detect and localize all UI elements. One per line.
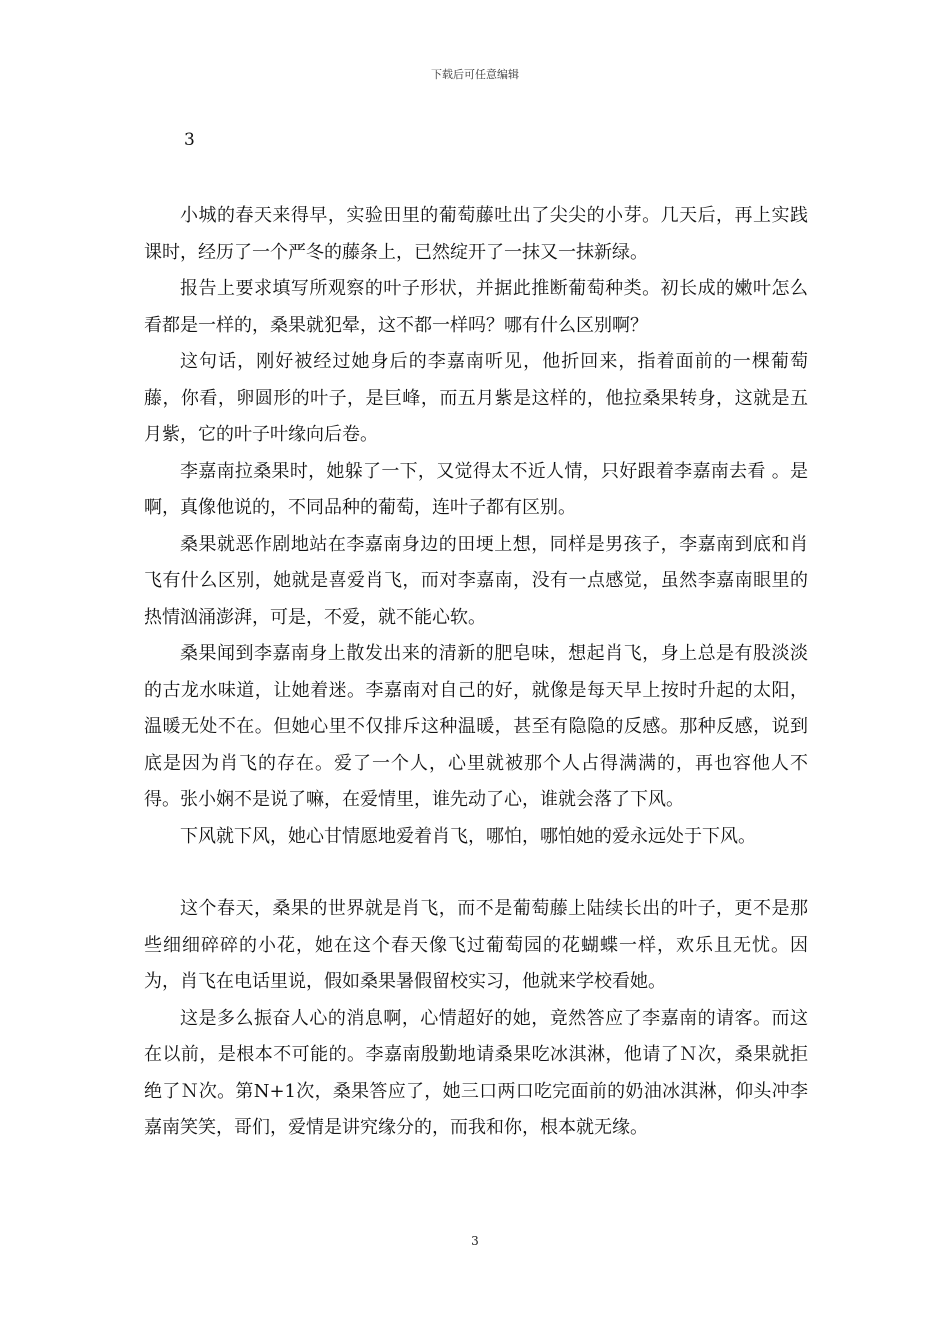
paragraph: 桑果闻到李嘉南身上散发出来的清新的肥皂味，想起肖飞，身上总是有股淡淡的古龙水味道，让她着迷。李嘉南对自己的好，就像是每天早上按时升起的太阳，温暖无处不在。但她心里不仅排斥这种温暖，甚至有隐隐的反感。那种反感，说到底是因为肖飞的存在。爱了一个人，心里就被那个人占得满满的，再也容他人不得。张小娴不是说了嘛，在爱情里，谁先动了心，谁就会落了下风。	[144, 643, 808, 810]
section-number: 3	[184, 130, 195, 150]
body-text	[144, 198, 808, 1147]
paragraph: 这是多么振奋人心的消息啊，心情超好的她，竟然答应了李嘉南的请客。而这在以前，是根本不可能的。李嘉南殷勤地请桑果吃冰淇淋，他请了Ｎ次，桑果就拒绝了Ｎ次。第N+1次，桑果答应了，她三口两口吃完面前的奶油冰淇淋，仰头冲李嘉南笑笑，哥们，爱情是讲究缘分的，而我和你，根本就无缘。	[144, 1007, 808, 1138]
paragraph: 桑果就恶作剧地站在李嘉南身边的田埂上想，同样是男孩子，李嘉南到底和肖飞有什么区别，她就是喜爱肖飞，而对李嘉南，没有一点感觉，虽然李嘉南眼里的热情汹涌澎湃，可是，不爱，就不能心软。	[144, 533, 808, 628]
paragraph: 这个春天，桑果的世界就是肖飞，而不是葡萄藤上陆续长出的叶子，更不是那些细细碎碎的小花，她在这个春天像飞过葡萄园的花蝴蝶一样，欢乐且无忧。因为，肖飞在电话里说，假如桑果暑假留校实习，他就来学校看她。	[144, 898, 808, 992]
page-number: 3	[471, 1234, 479, 1248]
section-break	[144, 855, 808, 891]
paragraph: 小城的春天来得早，实验田里的葡萄藤吐出了尖尖的小芽。几天后，再上实践课时，经历了一个严冬的藤条上，已然绽开了一抹又一抹新绿。	[144, 205, 808, 263]
paragraph: 李嘉南拉桑果时，她躲了一下，又觉得太不近人情，只好跟着李嘉南去看 。是啊，真像他说的，不同品种的葡萄，连叶子都有区别。	[144, 460, 808, 518]
page-header: 下载后可任意编辑	[431, 68, 519, 81]
paragraph: 这句话，刚好被经过她身后的李嘉南听见，他折回来，指着面前的一棵葡萄藤，你看，卵圆形的叶子，是巨峰，而五月紫是这样的，他拉桑果转身，这就是五月紫，它的叶子叶缘向后卷。	[144, 351, 808, 445]
paragraph: 下风就下风，她心甘情愿地爱着肖飞，哪怕，哪怕她的爱永远处于下风。	[180, 825, 756, 847]
paragraph: 报告上要求填写所观察的叶子形状，并据此推断葡萄种类。初长成的嫩叶怎么看都是一样的，桑果就犯晕，这不都一样吗？哪有什么区别啊？	[144, 278, 808, 336]
